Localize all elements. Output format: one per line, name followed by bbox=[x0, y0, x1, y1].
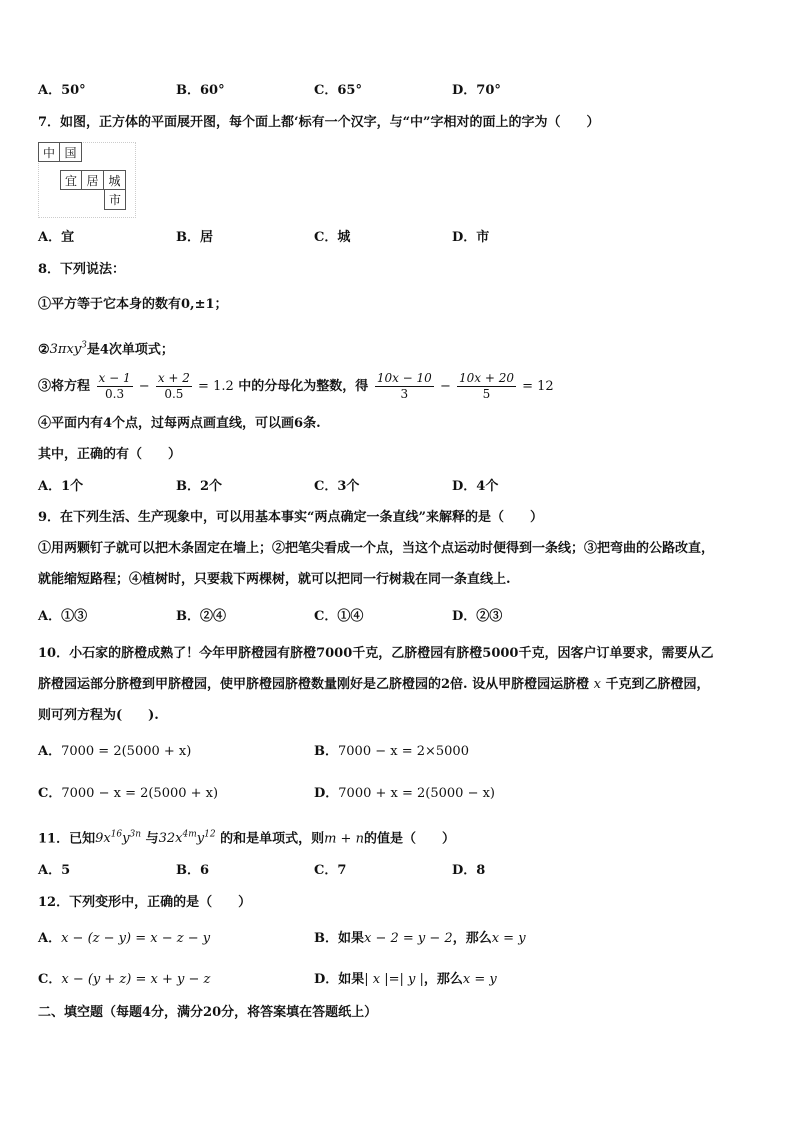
q8-stem: 8．下列说法： bbox=[38, 262, 126, 277]
net-cell-zhong: 中 bbox=[38, 142, 60, 162]
q8-option-b: B．2个 bbox=[176, 479, 223, 494]
net-cell-cheng: 城 bbox=[104, 170, 126, 190]
q10-option-c: C．7000 − x = 2(5000 + x) bbox=[38, 786, 219, 801]
q12-option-d: D．如果| x |=| y |，那么x = y bbox=[314, 972, 497, 987]
q12-option-b: B．如果x − 2 = y − 2，那么x = y bbox=[314, 931, 526, 946]
q10-option-d: D．7000 + x = 2(5000 − x) bbox=[314, 786, 495, 801]
q9-body-line-2: 就能缩短路程；④植树时，只要栽下两棵树，就可以把同一行树栽在同一条直线上. bbox=[38, 572, 511, 587]
q8-option-a: A．1个 bbox=[38, 479, 84, 494]
q10-line-2: 脐橙园运部分脐橙到甲脐橙园，使甲脐橙园脐橙数量刚好是乙脐橙园的2倍. 设从甲脐橙园运脐橙 x 千克到乙脐橙园， bbox=[38, 677, 710, 692]
net-cell-guo: 国 bbox=[60, 142, 82, 162]
q12-option-a: A．x − (z − y) = x − z − y bbox=[38, 931, 211, 946]
q9-body-line-1: ①用两颗钉子就可以把木条固定在墙上；②把笔尖看成一个点，当这个点运动时便得到一条线；③把弯曲的公路改直， bbox=[38, 541, 715, 556]
q8-statement-4: ④平面内有4个点，过每两点画直线，可以画6条. bbox=[38, 416, 321, 431]
q7-option-c: C．城 bbox=[314, 230, 351, 245]
q9-option-d: D．②③ bbox=[452, 609, 503, 624]
q7-stem: 7．如图，正方体的平面展开图，每个面上都‘标有一个汉字，与“中”字相对的面上的字为（ ） bbox=[38, 115, 600, 130]
q6-option-c: C．65° bbox=[314, 83, 362, 98]
q6-option-d: D．70° bbox=[452, 83, 501, 98]
q11-option-d: D．8 bbox=[452, 863, 486, 878]
q6-option-a: A．50° bbox=[38, 83, 86, 98]
net-cell-shi: 市 bbox=[104, 190, 126, 210]
q7-option-d: D．市 bbox=[452, 230, 490, 245]
q12-stem: 12．下列变形中，正确的是（ ） bbox=[38, 895, 252, 910]
q11-option-a: A．5 bbox=[38, 863, 71, 878]
net-cell-ju: 居 bbox=[82, 170, 104, 190]
q11-option-b: B．6 bbox=[176, 863, 210, 878]
net-cell-yi: 宜 bbox=[60, 170, 82, 190]
q8-statement-1: ①平方等于它本身的数有0,±1； bbox=[38, 297, 228, 312]
q10-line-3: 则可列方程为( ). bbox=[38, 708, 159, 723]
q9-option-c: C．①④ bbox=[314, 609, 364, 624]
q11-option-c: C．7 bbox=[314, 863, 347, 878]
q7-option-a: A．宜 bbox=[38, 230, 75, 245]
q11-stem: 11．已知$9x^{16}y^{3n}$ 与$32x^{4m}y^{12}$ 的和是单项式，则m + n的值是（ ） bbox=[38, 830, 455, 847]
q12-option-c: C．x − (y + z) = x + y − z bbox=[38, 972, 211, 987]
q9-option-a: A．①③ bbox=[38, 609, 88, 624]
q9-option-b: B．②④ bbox=[176, 609, 226, 624]
q6-option-b: B．60° bbox=[176, 83, 225, 98]
q10-option-b: B．7000 − x = 2×5000 bbox=[314, 744, 469, 759]
q8-statement-2: ②3πxy$^3$是4次单项式； bbox=[38, 341, 174, 358]
q8-option-d: D．4个 bbox=[452, 479, 499, 494]
section-2-heading: 二、填空题（每题4分，满分20分，将答案填在答题纸上） bbox=[38, 1005, 378, 1020]
q7-option-b: B．居 bbox=[176, 230, 213, 245]
q8-option-c: C．3个 bbox=[314, 479, 360, 494]
q9-stem: 9．在下列生活、生产现象中，可以用基本事实“两点确定一条直线”来解释的是（ ） bbox=[38, 510, 544, 525]
q8-statement-3: ③将方程 $\frac{x - 1}{0.3}$ − $\frac{x + 2}{0.5}$ = 1.2 中的分母化为整数，得 $\frac{10x - 10}{3}$ − $\frac{10x + 20}{5}$ = 12 bbox=[38, 371, 554, 401]
q10-option-a: A．7000 = 2(5000 + x) bbox=[38, 744, 192, 759]
q10-line-1: 10．小石家的脐橙成熟了！今年甲脐橙园有脐橙7000千克，乙脐橙园有脐橙5000千克，因客户订单要求，需要从乙 bbox=[38, 646, 714, 661]
q8-question: 其中，正确的有（ ） bbox=[38, 447, 182, 462]
